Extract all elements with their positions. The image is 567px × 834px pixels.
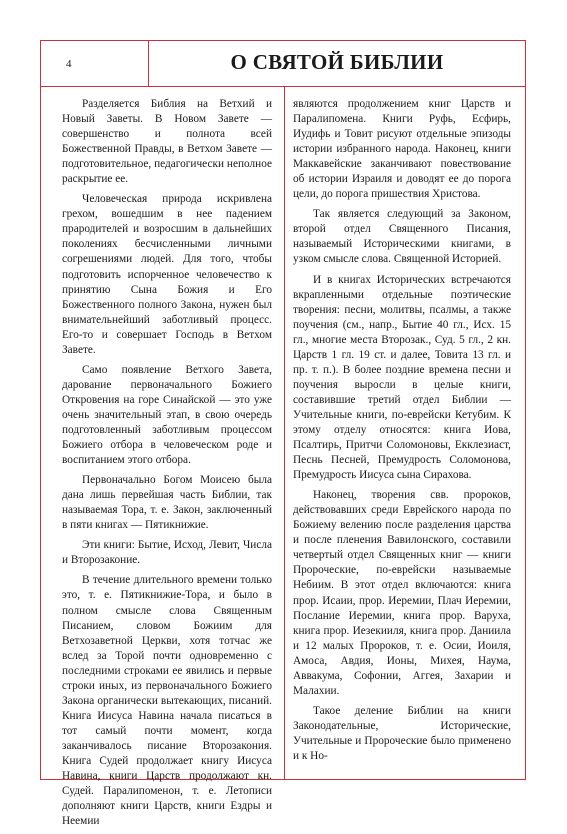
paragraph: Эти книги: Бытие, Исход, Левит, Числа и Второзаконие. (62, 539, 272, 567)
header-divider (40, 86, 526, 87)
paragraph: Так является следующий за Законом, второй отдел Священного Писания, называемый Историческими книгами, в узком смысле слова. Священной Историей. (293, 208, 511, 266)
paragraph: Наконец, творения свв. пророков, действовавших среди Еврейского народа по Божиему велению после разделения царства и после пленения Вавилонского, составили четвертый отдел Священных книг — книги Пророческие, по-еврейски называемые Небиим. В этот отдел включаются: книга прор. Исаии, прор. Иеремии, Плач Иеремии, Послание Иеремии, книга прор. Варуха, книга прор. Иезекииля, книга прор. Даниила и 12 малых Пророков, т. е. Осии, Иоиля, Амоса, Авдия, Ионы, Михея, Наума, Аввакума, Софонии, Аггея, Захарии и Малахии. (293, 489, 511, 697)
paragraph: Разделяется Библия на Ветхий и Новый Заветы. В Новом Завете — совершенство и полнота всей Божественной Правды, в Ветхом Завете — подготовительное, педагогически неполное раскрытие ее. (62, 98, 272, 186)
paragraph: И в книгах Исторических встречаются вкрапленными отдельные поэтические творения: песни, молитвы, псалмы, а также поучения (см., напр., Бытие 40 гл., Исх. 15 гл., многие места Второзак., Суд. 5 гл., 2 кн. Царств 1 гл. 19 ст. и далее, Товита 13 гл. и пр. т. п.). В более поздние времена песни и поучения выросли в целые книги, составившие третий отдел Библии — Учительные книги, по-еврейски Кетубим. К этому отделу относятся: книга Иова, Псалтирь, Притчи Соломоновы, Екклезиаст, Песнь Песней, Премудрость Соломонова, Премудрость Иисуса сына Сирахова. (293, 273, 511, 482)
right-text-column (293, 97, 511, 769)
page-number: 4 (66, 58, 72, 70)
paragraph: являются продолжением книг Царств и Паралипомена. Книги Руфь, Есфирь, Иудифь и Товит рисуют отдельные эпизоды истории избранного народа. Наконец, книги Маккавейские заканчивают повествование об истории Израиля и доводят ее до порога цели, до порога пришествия Христова. (293, 98, 511, 201)
paragraph: Первоначально Богом Моисею была дана лишь первейшая часть Библии, так называемая Тора, т. е. Закон, заключенный в пяти книгах — Пятикнижие. (62, 474, 272, 532)
column-divider (284, 86, 285, 780)
paragraph: Само появление Ветхого Завета, дарование первоначального Божиего Откровения на горе Синайской — это уже очень значительный этап, в свою очередь подготовленный заботливым процессом Божиего отбора в человеческом роде и воспитанием этого отбора. (62, 363, 272, 467)
paragraph: Человеческая природа искривлена грехом, вошедшим в нее падением прародителей и возросшим в дальнейших поколениях бесчисленными личными согрешениями людей. Для того, чтобы подготовить испорченное человечество к принятию Сына Божия и Его Божественного полного Закона, нужен был внимательнейший заботливый процесс. Его-то и совершает Господь в Ветхом Завете. (62, 193, 272, 356)
page-title: О СВЯТОЙ БИБЛИИ (230, 50, 444, 74)
paragraph: В течение длительного времени только это, т. е. Пятикнижие-Тора, и было в полном смысле слова Священным Писанием, словом Божиим для Ветхозаветной Церкви, хотя тотчас же вслед за Торой почти одновременно с последними строками ее явились и первые строки иных, из первоначального Божиего Закона органически вытекающих, писаний. Книга Иисуса Навина начала писаться в тот самый почти момент, когда заканчивалось писание Второзакония. Книга Судей продолжает книгу Иисуса Навина, книги Царств продолжают кн. Судей. Паралипоменон, т. е. Летописи дополняют книги Царств, книги Ездры и Неемии (62, 574, 272, 828)
paragraph: Такое деление Библии на книги Законодательные, Исторические, Учительные и Пророческие было применено и к Но- (293, 704, 511, 762)
left-text-column (62, 97, 272, 834)
